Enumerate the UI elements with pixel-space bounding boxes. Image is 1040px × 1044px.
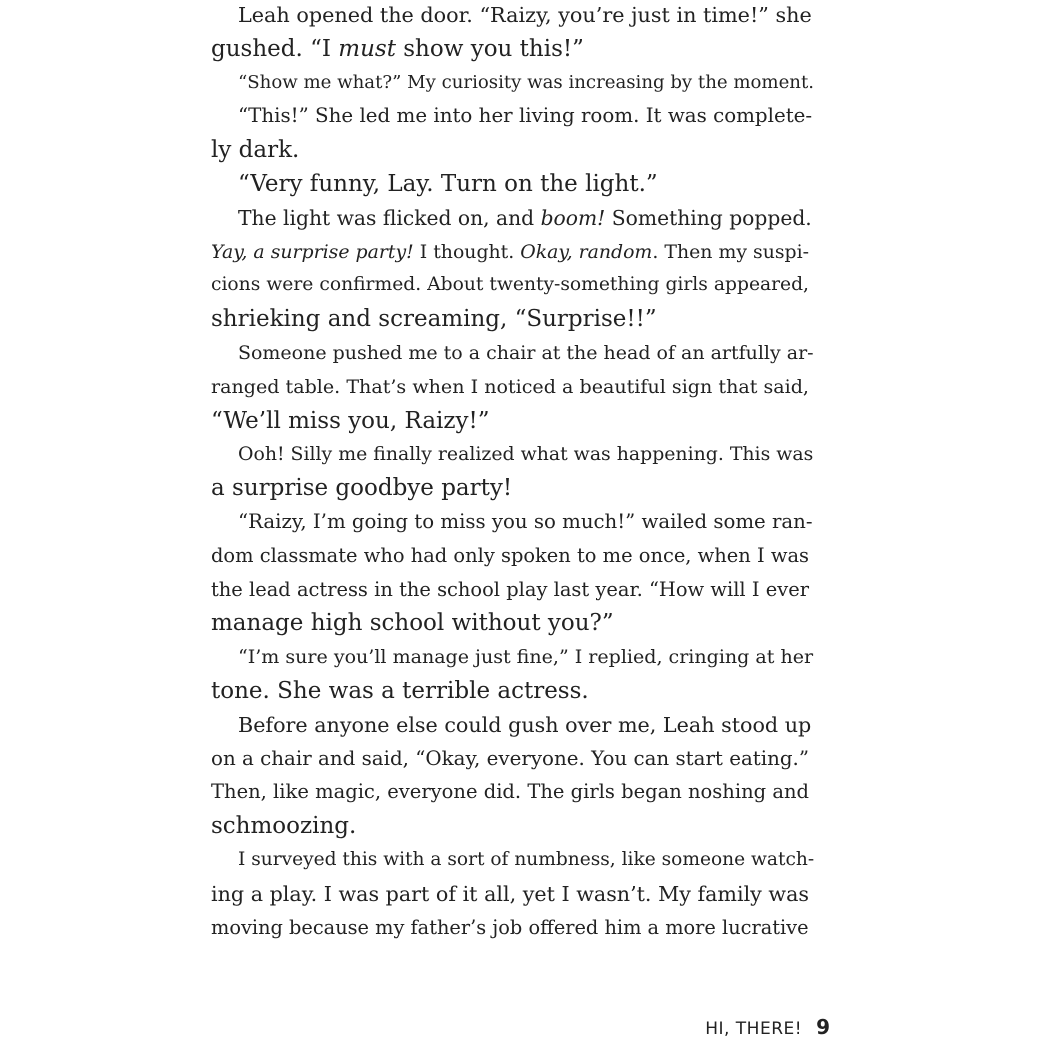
text-run: ranged table. That’s when I noticed a beautiful sign that said, [211,375,809,398]
text-line [211,33,809,65]
text-line [211,641,814,673]
text-line [211,371,809,403]
text-run: show you this!” [395,35,584,62]
text-run: Before anyone else could gush over me, Leah stood up [238,712,812,737]
text-run: tone. She was a terrible actress. [211,678,589,704]
text-run: I thought. [413,240,521,263]
text-run: “Very funny, Lay. Turn on the light.” [238,171,658,197]
text-run: ing a play. I was part of it all, yet I wasn’t. My family was [211,881,809,906]
text-run: moving because my father’s job offered him a more lucrative [211,915,809,939]
text-line [211,912,809,944]
text-run: shrieking and screaming, “Surprise!!” [211,306,657,333]
text-run: gushed. “I [211,35,339,62]
text-line [211,100,813,132]
page-number: 9 [816,1015,830,1039]
text-line [211,337,814,369]
text-line [211,675,809,707]
text-run: The light was flicked on, and [238,205,541,230]
text-line [211,438,814,470]
text-run: “Raizy, I’m going to miss you so much!” wailed some ran- [238,510,813,533]
text-line [211,743,809,775]
text-line [211,844,815,876]
text-line [211,269,809,301]
text-line [211,540,809,572]
text-line [211,168,809,200]
text-line [211,134,809,166]
text-line [211,574,809,606]
text-line [211,709,812,741]
text-run: “I’m sure you’ll manage just fine,” I replied, cringing at her [238,646,814,669]
text-run: Someone pushed me to a chair at the head of an artfully ar- [238,342,814,364]
text-run: Ooh! Silly me finally realized what was happening. This was [238,443,814,466]
text-run: the lead actress in the school play last year. “How will I ever [211,577,809,601]
text-line [211,202,812,234]
text-run: . Then my suspi- [652,240,809,263]
text-run: schmoozing. [211,813,357,840]
text-line [211,878,809,910]
text-run: “Show me what?” My curiosity was increasing by the moment. [238,71,814,93]
text-run: manage high school without you?” [211,610,614,637]
text-line [211,303,809,335]
text-line [211,607,809,639]
italic-text-run: Yay, a surprise party! [211,240,414,263]
text-run: Leah opened the door. “Raizy, you’re just in time!” she [238,3,812,27]
page-footer [705,1012,830,1042]
text-line [211,506,813,538]
text-run: Then, like magic, everyone did. The girls began noshing and [211,780,809,804]
text-run: I surveyed this with a sort of numbness, like someone watch- [238,849,815,870]
text-line [211,405,809,437]
text-run: “This!” She led me into her living room. It was complete- [238,104,813,128]
text-line [211,236,809,268]
text-line [211,67,814,99]
text-run: on a chair and said, “Okay, everyone. You can start eating.” [211,746,809,770]
text-run: cions were confirmed. About twenty-something girls appeared, [211,274,809,296]
text-run: “We’ll miss you, Raizy!” [211,407,490,434]
text-run: ly dark. [211,137,300,164]
text-run: dom classmate who had only spoken to me once, when I was [211,543,809,567]
text-line [211,0,812,31]
text-run: a surprise goodbye party! [211,475,513,502]
text-line [211,810,809,842]
italic-text-run: boom! [540,205,606,230]
text-line [211,776,809,808]
text-line [211,472,809,504]
running-head: HI, THERE! [705,1019,803,1039]
text-run: Something popped. [605,205,812,230]
italic-text-run: must [338,35,396,62]
italic-text-run: Okay, random [520,240,653,263]
